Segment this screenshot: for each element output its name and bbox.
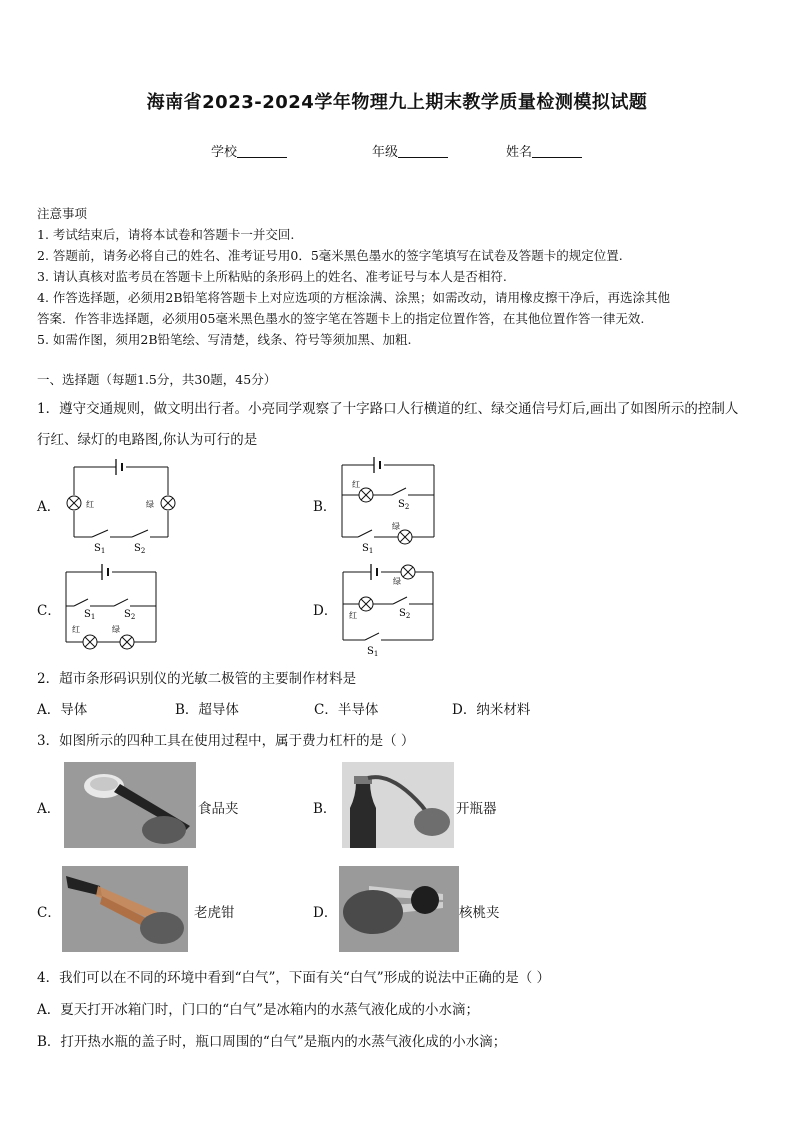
school-field: 学校 [211,141,287,160]
q2-option-b[interactable]: B．超导体 [175,702,239,718]
switch-s1-label: $S_1$ [94,543,106,555]
q2-option-d[interactable]: D．纳米材料 [452,702,531,718]
question-4-text: 4．我们可以在不同的环境中看到“白气”，下面有关“白气”形成的说法中正确的是（ ） [37,970,550,986]
notice-item: 2. 答题前，请务必将自己的姓名、准考证号用0．5毫米黑色墨水的签字笔填写在试卷及答题卡的规定位置. [37,248,623,263]
switch-s2-label: $S_2$ [399,608,411,620]
circuit-diagram-b [336,455,446,555]
switch-s1-label: $S_1$ [367,646,379,658]
q1-option-b[interactable]: B． [313,499,337,515]
q1-option-a[interactable]: A． [37,499,61,515]
green-label: 绿 [392,522,400,531]
notice-item: 1. 考试结束后，请将本试卷和答题卡一并交回. [37,227,295,242]
bottle-opener-photo [342,762,454,848]
question-3-text: 3．如图所示的四种工具在使用过程中，属于费力杠杆的是（ ） [37,733,415,749]
switch-s2-label: $S_2$ [398,499,410,511]
q2-option-c[interactable]: C．半导体 [314,702,379,718]
name-field: 姓名 [506,141,582,160]
notice-item: 答案．作答非选择题，必须用05毫米黑色墨水的签字笔在答题卡上的指定位置作答，在其他位置作答一律无效. [37,311,645,326]
question-2-text: 2．超市条形码识别仪的光敏二极管的主要制作材料是 [37,671,357,687]
switch-s1-label: $S_1$ [84,609,96,621]
switch-s1-label: $S_1$ [362,543,374,555]
red-label: 红 [72,625,80,634]
food-tongs-photo [64,762,196,848]
red-label: 红 [349,611,357,620]
page-title: 海南省2023-2024学年物理九上期末教学质量检测模拟试题 [146,92,648,113]
green-label: 绿 [393,577,401,586]
circuit-diagram-a [60,455,190,555]
q4-option-b[interactable]: B．打开热水瓶的盖子时，瓶口周围的“白气”是瓶内的水蒸气液化成的小水滴； [37,1034,507,1050]
section-heading: 一、选择题（每题1.5分，共30题，45分） [37,372,277,387]
question-1-text: 行红、绿灯的电路图,你认为可行的是 [37,432,258,448]
notice-item: 3. 请认真核对监考员在答题卡上所粘贴的条形码上的姓名、准考证号与本人是否相符. [37,269,507,284]
notice-item: 5. 如需作图，须用2B铅笔绘、写清楚，线条、符号等须加黑、加粗. [37,332,412,347]
q4-option-a[interactable]: A．夏天打开冰箱门时，门口的“白气”是冰箱内的水蒸气液化成的小水滴； [37,1002,480,1018]
switch-s2-label: $S_2$ [124,609,136,621]
green-label: 绿 [146,500,154,509]
notice-item: 4. 作答选择题，必须用2B铅笔将答题卡上对应选项的方框涂满、涂黑；如需改动，请用橡皮擦干净后，再选涂其他 [37,290,671,305]
q3-option-a[interactable]: A． [37,801,61,817]
pliers-photo [62,866,188,952]
q3-label-a: 食品夹 [198,801,239,817]
q1-option-d[interactable]: D． [313,603,338,619]
green-label: 绿 [112,625,120,634]
q1-option-c[interactable]: C． [37,603,61,619]
circuit-diagram-d [337,560,441,658]
grade-field: 年级 [372,141,448,160]
red-label: 红 [352,480,360,489]
nutcracker-photo [339,866,459,952]
q3-label-c: 老虎钳 [194,905,235,921]
red-label: 红 [86,500,94,509]
q3-label-d: 核桃夹 [459,905,500,921]
q3-option-d[interactable]: D． [313,905,338,921]
q3-option-b[interactable]: B． [313,801,337,817]
question-1-text: 1．遵守交通规则，做文明出行者。小亮同学观察了十字路口人行横道的红、绿交通信号灯后,画出了如图所示的控制人 [37,401,739,417]
circuit-diagram-c [60,562,164,657]
notice-heading: 注意事项 [37,206,88,221]
q2-option-a[interactable]: A．导体 [37,702,88,718]
q3-label-b: 开瓶器 [456,801,497,817]
switch-s2-label: $S_2$ [134,543,146,555]
q3-option-c[interactable]: C． [37,905,61,921]
